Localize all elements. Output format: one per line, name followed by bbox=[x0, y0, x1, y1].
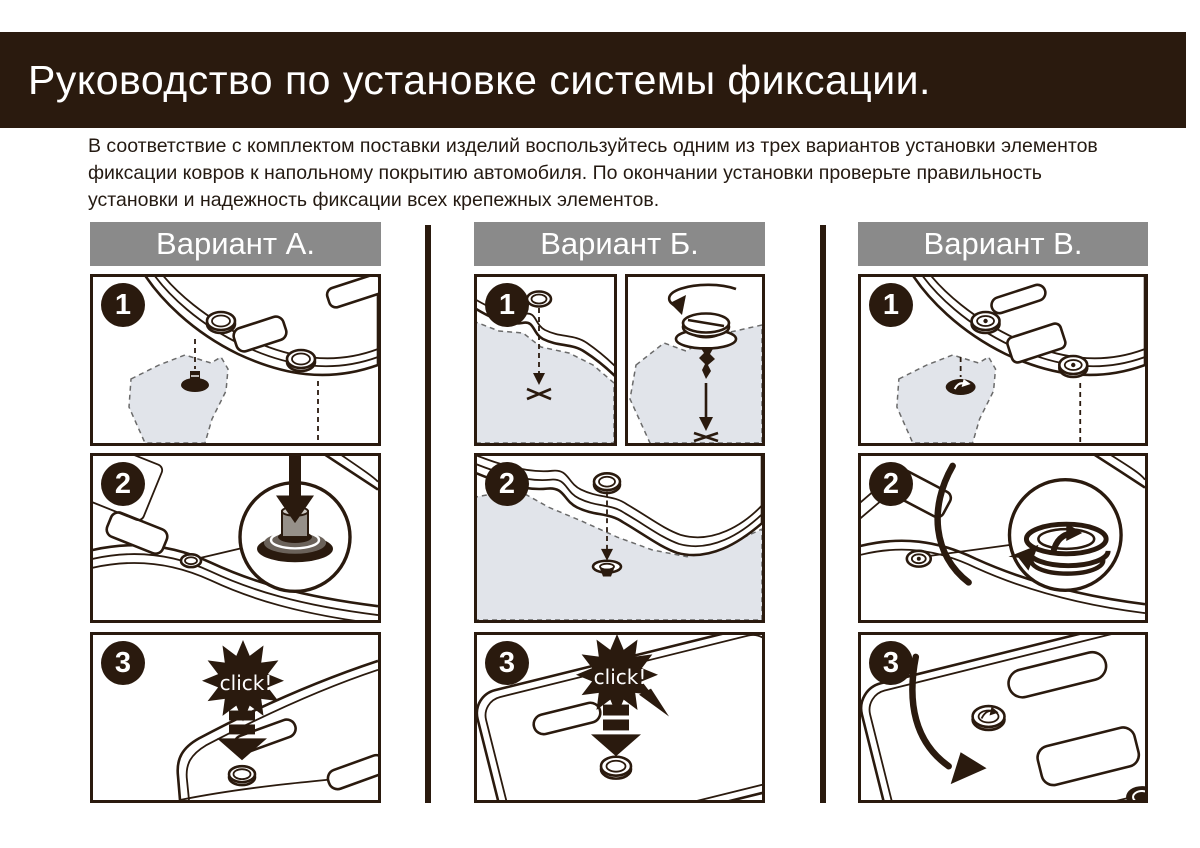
click-label: click! bbox=[593, 665, 647, 689]
step-1-badge bbox=[485, 283, 529, 327]
title-bar bbox=[0, 32, 1186, 128]
mat-fastener-button bbox=[601, 757, 631, 779]
step-1-badge bbox=[101, 283, 145, 327]
step-number: 2 bbox=[882, 467, 900, 500]
variant-b-step3-panel bbox=[474, 632, 765, 803]
mat-fastener-button bbox=[229, 766, 255, 785]
step-3-badge bbox=[485, 641, 529, 685]
mat-fastener-button bbox=[527, 292, 551, 307]
step-number: 2 bbox=[498, 467, 516, 500]
column-divider-1 bbox=[425, 225, 431, 803]
click-label: click! bbox=[219, 671, 273, 695]
step-number: 1 bbox=[114, 288, 132, 321]
variant-c-step3-panel bbox=[858, 632, 1148, 803]
step-number: 2 bbox=[114, 467, 132, 500]
step-3-badge bbox=[101, 641, 145, 685]
step-number: 3 bbox=[882, 646, 900, 679]
page-title: Руководство по установке системы фиксации. bbox=[28, 56, 931, 103]
variant-b-step1-right-illustration bbox=[628, 277, 762, 443]
step-2-badge bbox=[869, 462, 913, 506]
column-divider-2 bbox=[820, 225, 826, 803]
rotation-curve bbox=[938, 466, 969, 583]
variant-b-step1-right-panel bbox=[625, 274, 765, 446]
step-number: 1 bbox=[498, 288, 516, 321]
mat-fastener-button bbox=[594, 473, 620, 493]
turnlock-button bbox=[907, 545, 1011, 567]
carpet-area bbox=[129, 355, 228, 443]
magnifier-circle bbox=[1009, 480, 1121, 591]
variant-b-step2-panel bbox=[474, 453, 765, 623]
variant-a-step3-panel bbox=[90, 632, 381, 803]
intro-text: В соответствие с комплектом поставки изделий воспользуйтесь одним из трех вариантов установки элементов фиксации ковров к напольному покрытию автомобиля. По окончании установки проверьте правильность установки и надежность фиксации всех крепежных элементов. bbox=[88, 135, 1098, 211]
step-1-badge bbox=[869, 283, 913, 327]
variant-c-step1-panel bbox=[858, 274, 1148, 446]
step-number: 1 bbox=[882, 288, 900, 321]
variant-a-step2-panel bbox=[90, 453, 381, 623]
variant-b-header bbox=[474, 222, 765, 266]
step-3-badge bbox=[869, 641, 913, 685]
step-2-badge bbox=[101, 462, 145, 506]
step-number: 3 bbox=[498, 646, 516, 679]
variant-c-header bbox=[858, 222, 1148, 266]
carpet-area bbox=[897, 355, 996, 443]
step-number: 3 bbox=[114, 646, 132, 679]
variant-b-step1-left-panel bbox=[474, 274, 617, 446]
variant-a-header bbox=[90, 222, 381, 266]
variant-c-label: Вариант В. bbox=[923, 226, 1083, 261]
step-2-badge bbox=[485, 462, 529, 506]
variant-c-step2-panel bbox=[858, 453, 1148, 623]
variant-a-label: Вариант А. bbox=[156, 226, 315, 261]
turnlock-button bbox=[973, 706, 1005, 730]
rotation-arrow-icon bbox=[669, 285, 736, 315]
variant-b-label: Вариант Б. bbox=[540, 226, 699, 261]
variant-a-step1-panel bbox=[90, 274, 381, 446]
